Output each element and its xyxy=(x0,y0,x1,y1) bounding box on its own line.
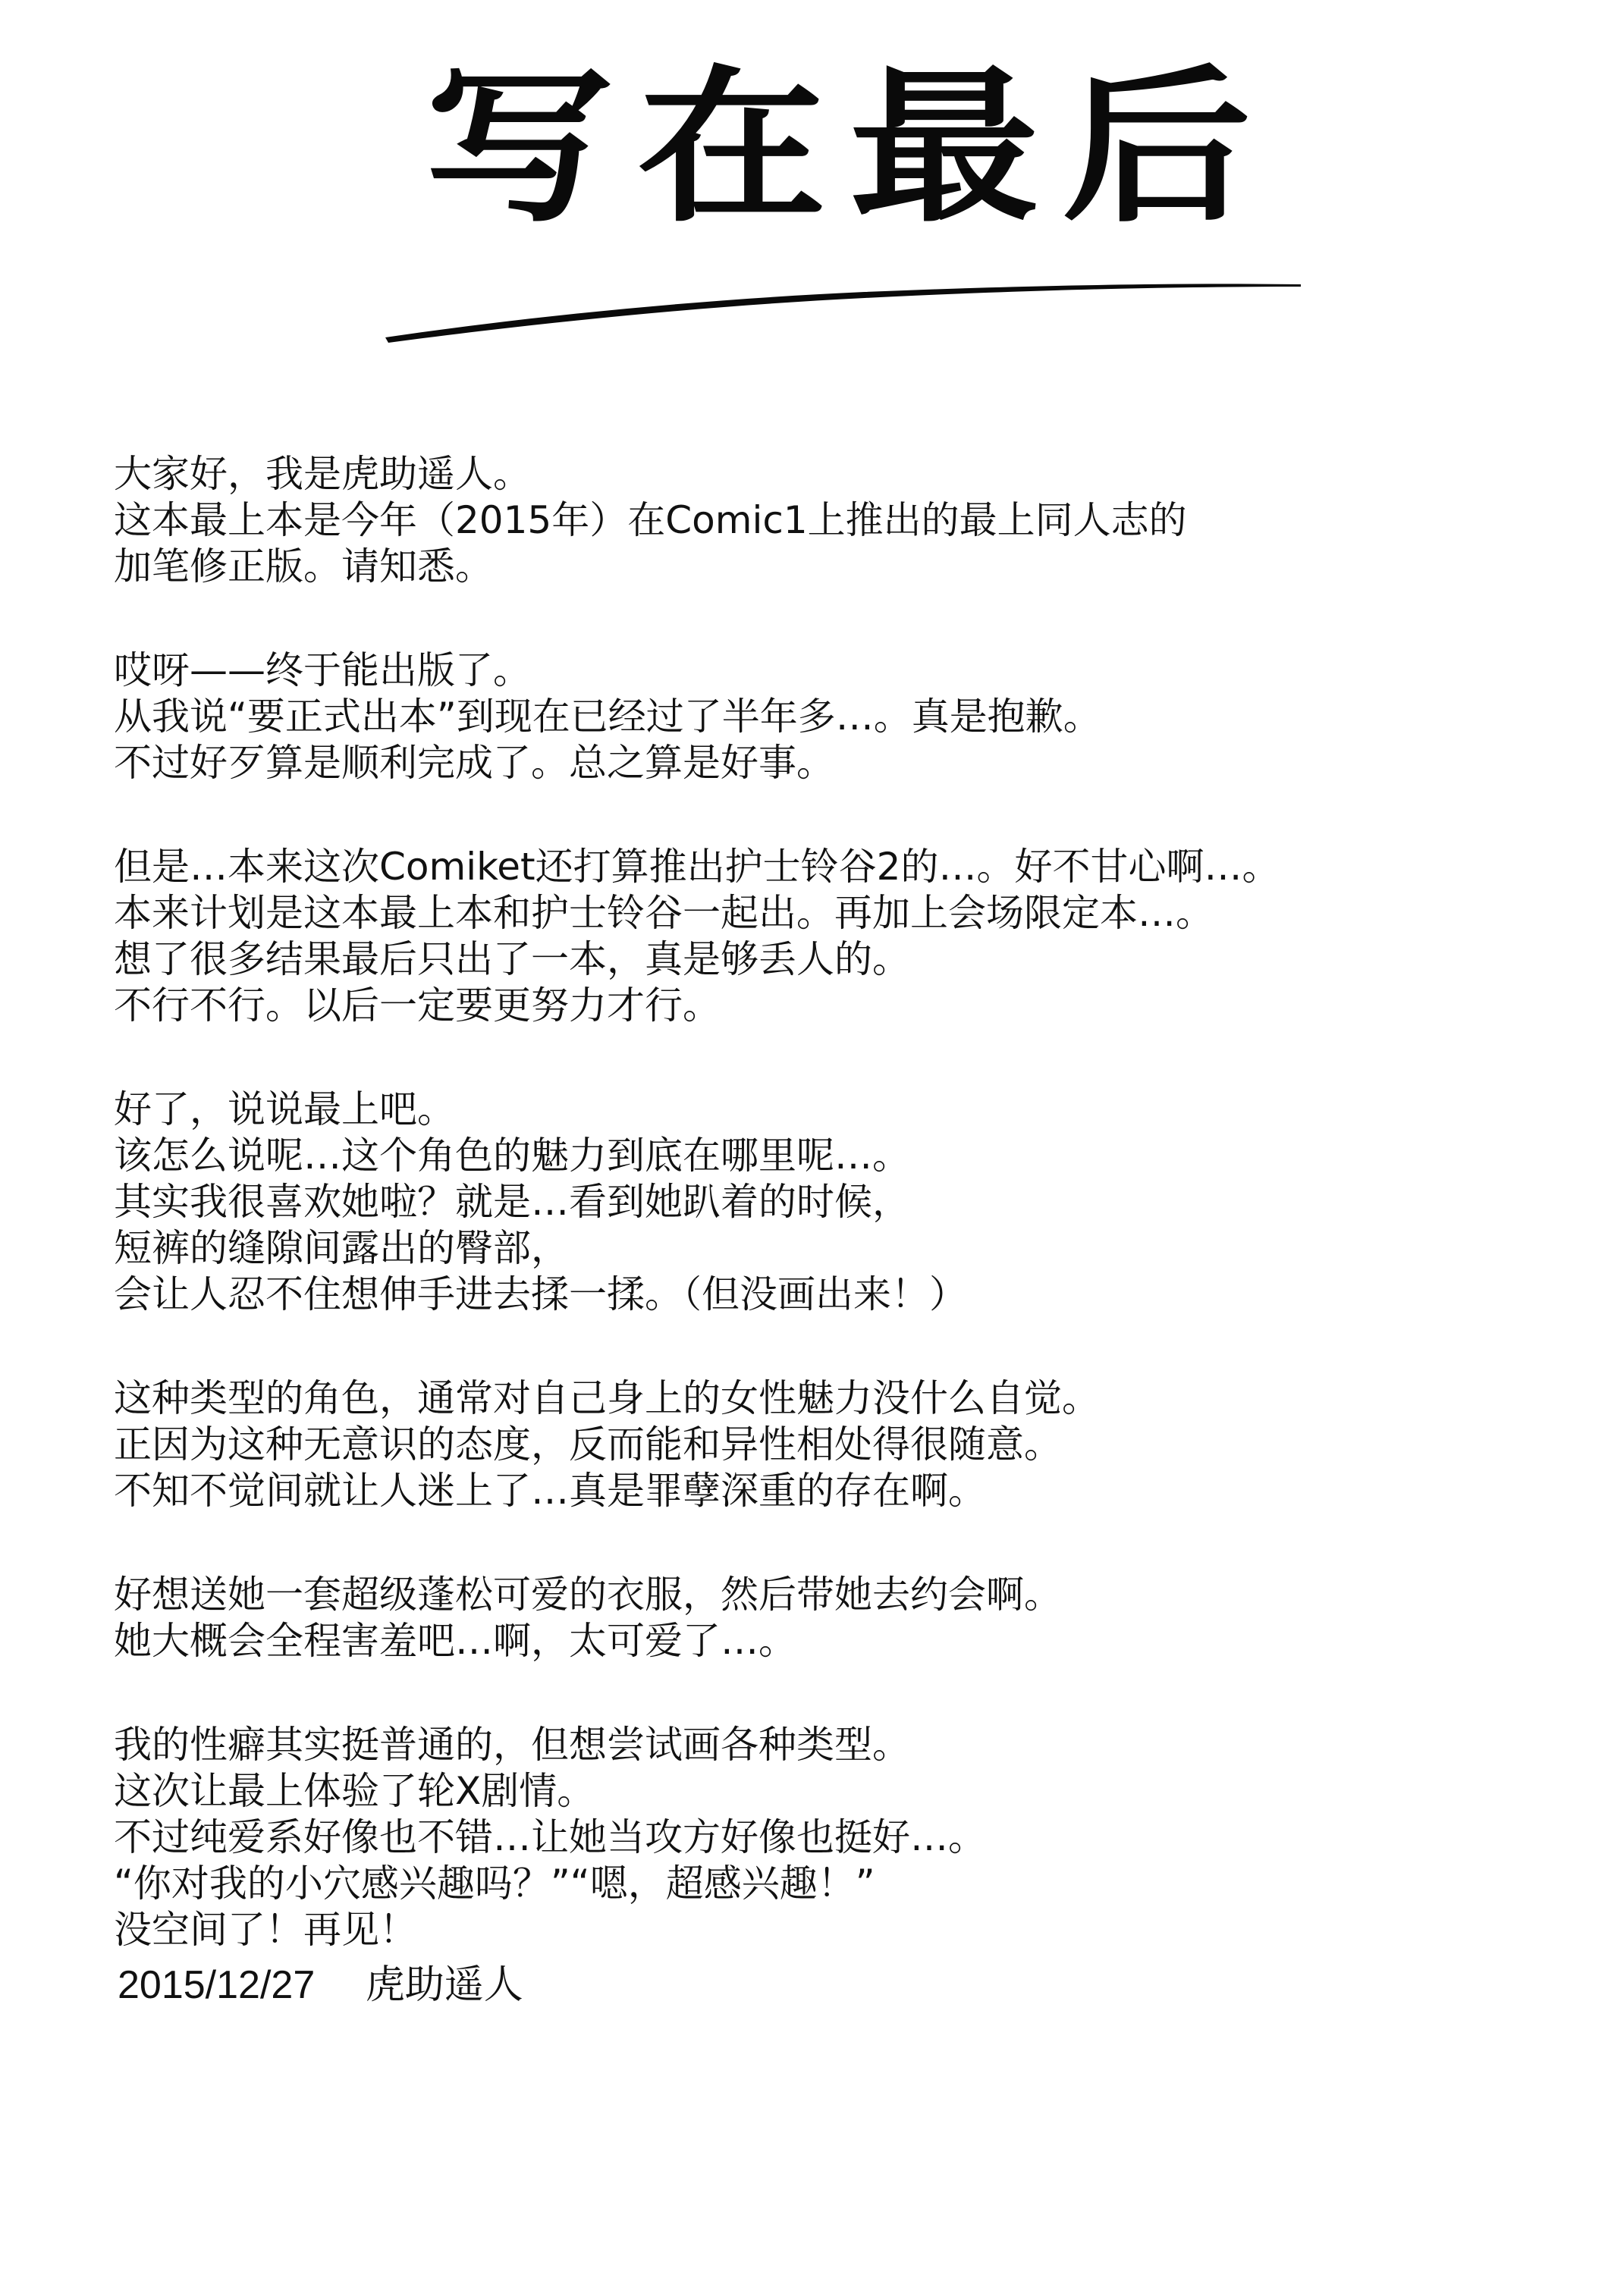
text-line: 其实我很喜欢她啦？就是…看到她趴着的时候， xyxy=(114,1180,910,1224)
signature-date: 2015/12/27 xyxy=(118,1963,316,2007)
text-line: 哎呀——终于能出版了。 xyxy=(114,648,531,692)
paragraph xyxy=(114,451,1570,590)
text-line: 短裤的缝隙间露出的臀部， xyxy=(114,1226,569,1270)
text-line: 正因为这种无意识的态度，反而能和异性相处得很随意。 xyxy=(114,1422,1062,1466)
text-line: 不过纯爱系好像也不错…让她当攻方好像也挺好…。 xyxy=(114,1815,986,1859)
title-underline-stroke xyxy=(379,262,1305,345)
text-line: 这次让最上体验了轮X剧情。 xyxy=(114,1769,595,1813)
text-line: 大家好，我是虎助遥人。 xyxy=(114,452,531,496)
text-line: 好想送她一套超级蓬松可爱的衣服，然后带她去约会啊。 xyxy=(114,1573,1062,1617)
page-title: 写在最后 xyxy=(425,50,1274,245)
paragraph xyxy=(114,1722,1570,1953)
text-line: 这本最上本是今年（2015年）在Comic1上推出的最上同人志的 xyxy=(114,498,1187,542)
text-line: 加笔修正版。请知悉。 xyxy=(114,544,493,588)
text-line: 不知不觉间就让人迷上了…真是罪孽深重的存在啊。 xyxy=(114,1469,986,1513)
text-line: 她大概会全程害羞吧…啊，太可爱了…。 xyxy=(114,1619,796,1663)
text-line: 我的性癖其实挺普通的，但想尝试画各种类型。 xyxy=(114,1723,910,1767)
text-line: 想了很多结果最后只出了一本，真是够丢人的。 xyxy=(114,937,910,981)
afterword-body xyxy=(114,451,1570,2011)
signature-author: 虎助遥人 xyxy=(365,1962,523,2008)
text-line: “你对我的小穴感兴趣吗？”“嗯，超感兴趣！” xyxy=(114,1862,875,1905)
text-line: 不过好歹算是顺利完成了。总之算是好事。 xyxy=(114,741,834,785)
text-line: 但是…本来这次Comiket还打算推出护士铃谷2的…。好不甘心啊…。 xyxy=(114,845,1280,889)
signature xyxy=(118,1962,523,2008)
paragraph xyxy=(114,1572,1570,1664)
text-line: 好了，说说最上吧。 xyxy=(114,1087,455,1131)
paragraph xyxy=(114,648,1570,786)
text-line: 这种类型的角色，通常对自己身上的女性魅力没什么自觉。 xyxy=(114,1376,1100,1420)
text-line: 会让人忍不住想伸手进去揉一揉。（但没画出来！） xyxy=(114,1272,967,1316)
paragraph xyxy=(114,1375,1570,1514)
text-line: 本来计划是这本最上本和护士铃谷一起出。再加上会场限定本…。 xyxy=(114,891,1214,935)
text-line: 没空间了！再见！ xyxy=(114,1908,417,1952)
paragraph xyxy=(114,844,1570,1029)
text-line: 该怎么说呢…这个角色的魅力到底在哪里呢…。 xyxy=(114,1134,910,1178)
text-line: 不行不行。以后一定要更努力才行。 xyxy=(114,983,721,1027)
text-line: 从我说“要正式出本”到现在已经过了半年多…。真是抱歉。 xyxy=(114,695,1101,739)
paragraph xyxy=(114,1087,1570,1318)
